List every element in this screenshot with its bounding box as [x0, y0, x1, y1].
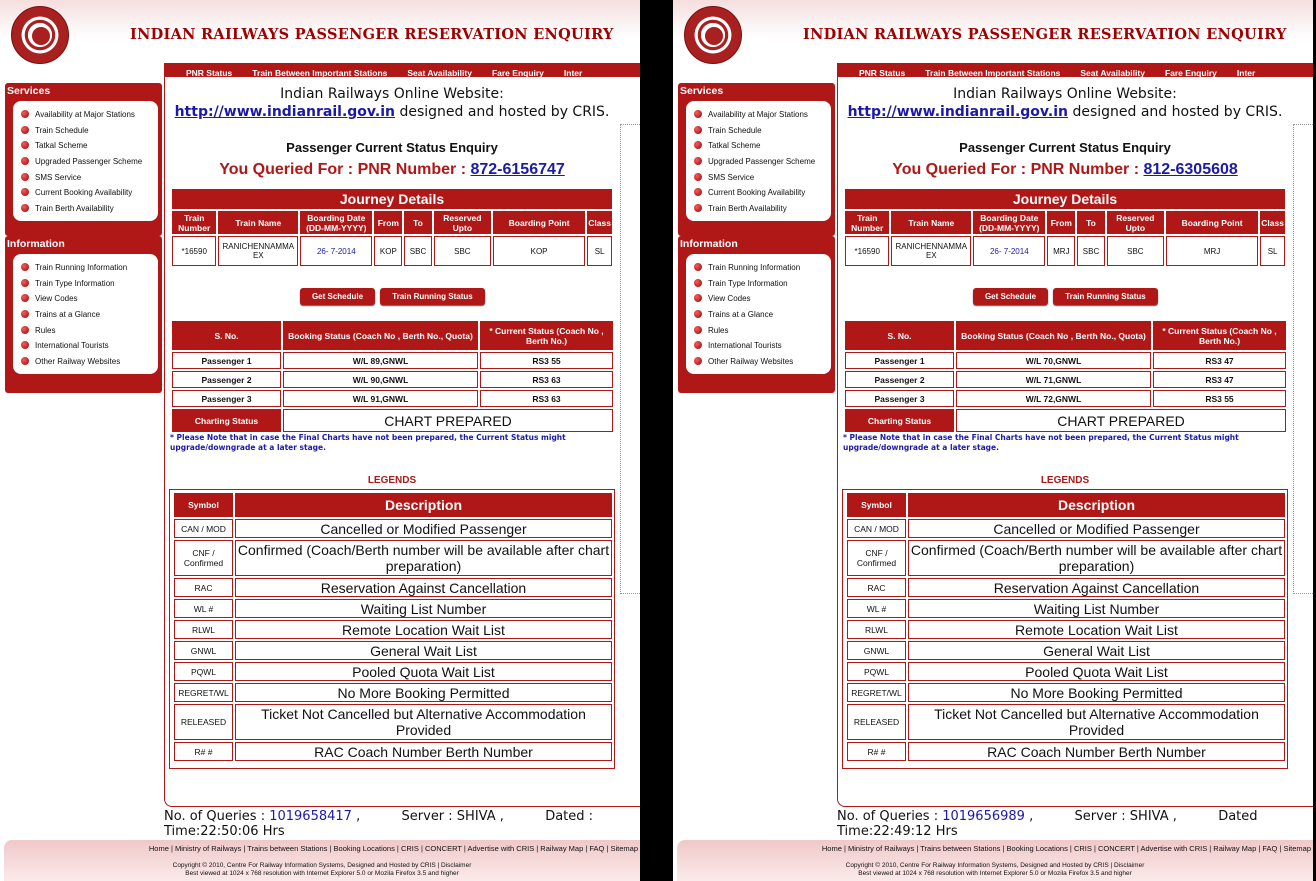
sidebar-item-view-codes[interactable]: View Codes	[21, 291, 158, 307]
top-navigation	[164, 63, 640, 77]
current-status: RS3 63	[480, 390, 613, 407]
status-note: * Please Note that in case the Final Charts have not been prepared, the Current Status might upgrade/downgrade at a later stage.	[843, 433, 1239, 452]
legend-description: Cancelled or Modified Passenger	[235, 519, 612, 538]
copyright: Copyright © 2010, Centre For Railway Information Systems, Designed and Hosted by CRIS | Disclaimer Best viewed at 1024 x 768 resolution with Internet Explorer 5.0 or Mozila Firefox 3.5 and higher	[845, 862, 1145, 877]
enquiry-title: Passenger Current Status Enquiry	[286, 140, 498, 155]
bullet-icon	[694, 110, 702, 118]
journey-details-table	[843, 187, 1287, 268]
bullet-icon	[21, 341, 29, 349]
bullet-icon	[694, 204, 702, 212]
legend-description: Confirmed (Coach/Berth number will be available after chart preparation)	[235, 540, 612, 576]
sidebar-item-view-codes[interactable]: View Codes	[694, 291, 831, 307]
sidebar-item-rules[interactable]: Rules	[21, 323, 158, 339]
to-station: SBC	[1077, 236, 1105, 266]
table-row	[174, 620, 612, 639]
col-train-name: Train Name	[891, 211, 971, 234]
table-row	[174, 578, 612, 597]
information-title: Information	[680, 238, 738, 250]
legend-symbol: REGRET/WL	[847, 683, 906, 702]
bullet-icon	[694, 310, 702, 318]
legend-description: General Wait List	[908, 641, 1285, 660]
queries-count-link[interactable]: 1019658417	[269, 809, 352, 824]
to-station: SBC	[404, 236, 432, 266]
indian-railways-logo-icon[interactable]	[11, 6, 69, 64]
legend-symbol: CNF / Confirmed	[847, 540, 906, 576]
services-menu	[5, 83, 162, 236]
table-row	[172, 371, 613, 388]
indian-railways-logo-icon[interactable]	[684, 6, 742, 64]
information-title: Information	[7, 238, 65, 250]
bullet-icon	[694, 263, 702, 271]
bullet-icon	[21, 263, 29, 271]
legend-symbol: RAC	[174, 578, 233, 597]
legend-symbol: CNF / Confirmed	[174, 540, 233, 576]
information-menu	[5, 236, 162, 393]
nav-pnr-status[interactable]: PNR Status	[186, 68, 233, 77]
status-note: * Please Note that in case the Final Charts have not been prepared, the Current Status might upgrade/downgrade at a later stage.	[170, 433, 566, 452]
train-name: RANICHENNAMMA EX	[891, 236, 971, 266]
table-row	[172, 409, 613, 432]
charting-status-label: Charting Status	[172, 409, 281, 432]
table-row	[847, 704, 1285, 740]
indianrail-link[interactable]: http://www.indianrail.gov.in	[174, 104, 395, 120]
col-booking-status: Booking Status (Coach No , Berth No., Quota)	[283, 321, 478, 350]
col-symbol: Symbol	[847, 493, 906, 517]
passenger-no: Passenger 1	[172, 352, 281, 369]
from-station: KOP	[374, 236, 402, 266]
current-status: RS3 47	[1153, 371, 1286, 388]
bullet-icon	[694, 188, 702, 196]
table-row	[174, 519, 612, 538]
legend-description: RAC Coach Number Berth Number	[235, 742, 612, 761]
current-status: RS3 63	[480, 371, 613, 388]
current-status: RS3 47	[1153, 352, 1286, 369]
table-row	[845, 352, 1286, 369]
boarding-date-link[interactable]: 26- 7-2014	[316, 246, 356, 256]
table-row	[847, 662, 1285, 681]
legend-symbol: RELEASED	[174, 704, 233, 740]
table-row	[172, 236, 612, 266]
bullet-icon	[21, 110, 29, 118]
sidebar-item-berth[interactable]: Train Berth Availability	[694, 201, 831, 217]
services-title: Services	[680, 85, 724, 97]
bullet-icon	[694, 126, 702, 134]
bullet-icon	[21, 173, 29, 181]
bullet-icon	[21, 294, 29, 302]
legend-symbol: RLWL	[174, 620, 233, 639]
legends-table	[172, 491, 614, 763]
sidebar-item-train-schedule[interactable]: Train Schedule	[694, 123, 831, 139]
pnr-number-link[interactable]: 812-6305608	[1143, 161, 1238, 178]
site-title: INDIAN RAILWAYS PASSENGER RESERVATION ENQUIRY	[130, 26, 614, 43]
sidebar-item-rules[interactable]: Rules	[694, 323, 831, 339]
travel-class: SL	[587, 236, 612, 266]
table-row	[845, 390, 1286, 407]
queried-pnr: You Queried For : PNR Number : 872-6156747	[219, 161, 565, 178]
sidebar-item-running-info[interactable]: Train Running Information	[21, 260, 158, 276]
passenger-no: Passenger 3	[845, 390, 954, 407]
sidebar-item-trains-glance[interactable]: Trains at a Glance	[694, 307, 831, 323]
passenger-no: Passenger 1	[845, 352, 954, 369]
current-status: RS3 55	[480, 352, 613, 369]
train-number: *16590	[845, 236, 889, 266]
top-navigation	[837, 63, 1313, 77]
legend-description: RAC Coach Number Berth Number	[908, 742, 1285, 761]
site-footer	[677, 840, 1313, 881]
charting-status-value: CHART PREPARED	[283, 409, 613, 432]
bullet-icon	[694, 341, 702, 349]
bullet-icon	[21, 279, 29, 287]
col-reserved-upto: Reserved Upto	[434, 211, 491, 234]
legend-description: Remote Location Wait List	[908, 620, 1285, 639]
information-menu	[678, 236, 835, 393]
sidebar-item-current-booking[interactable]: Current Booking Availability	[694, 185, 831, 201]
information-list	[686, 254, 831, 374]
col-current-status: * Current Status (Coach No , Berth No.)	[480, 321, 613, 350]
pnr-page-left	[0, 0, 640, 881]
footer-links[interactable]: Home | Ministry of Railways | Trains between Stations | Booking Locations | CRIS | CONCERT | Advertise with CRIS | Railway Map | FAQ | Sitemap	[148, 844, 638, 853]
train-running-status-button[interactable]: Train Running Status	[380, 288, 485, 305]
nav-train-between-stations[interactable]: Train Between Important Stations	[925, 68, 1061, 77]
table-row	[174, 683, 612, 702]
col-boarding-point: Boarding Point	[1166, 211, 1258, 234]
query-info: No. of Queries : 1019658417 , Server : SHIVA , Dated : Time:22:50:06 Hrs	[164, 809, 594, 839]
booking-status: W/L 72,GNWL	[956, 390, 1151, 407]
col-boarding-date: Boarding Date (DD-MM-YYYY)	[973, 211, 1045, 234]
table-row	[172, 390, 613, 407]
journey-caption: Journey Details	[172, 189, 612, 209]
journey-details-table	[170, 187, 614, 268]
col-sno: S. No.	[845, 321, 954, 350]
table-row	[847, 599, 1285, 618]
bullet-icon	[694, 157, 702, 165]
legend-description: Waiting List Number	[235, 599, 612, 618]
col-current-status: * Current Status (Coach No , Berth No.)	[1153, 321, 1286, 350]
legend-symbol: R# #	[847, 742, 906, 761]
legend-symbol: PQWL	[174, 662, 233, 681]
legend-symbol: CAN / MOD	[847, 519, 906, 538]
legend-symbol: RELEASED	[847, 704, 906, 740]
query-time: Time:22:49:12 Hrs	[837, 824, 958, 839]
get-schedule-button[interactable]: Get Schedule	[973, 288, 1048, 305]
legend-description: Waiting List Number	[908, 599, 1285, 618]
table-row	[174, 662, 612, 681]
col-boarding-point: Boarding Point	[493, 211, 585, 234]
col-sno: S. No.	[172, 321, 281, 350]
table-row	[172, 352, 613, 369]
table-row	[845, 236, 1285, 266]
sidebar-item-other-websites[interactable]: Other Railway Websites	[21, 354, 158, 370]
bullet-icon	[694, 357, 702, 365]
indianrail-link[interactable]: http://www.indianrail.gov.in	[847, 104, 1068, 120]
table-row	[174, 742, 612, 761]
legend-symbol: RLWL	[847, 620, 906, 639]
services-list	[686, 101, 831, 221]
nav-train-between-stations[interactable]: Train Between Important Stations	[252, 68, 388, 77]
services-menu	[678, 83, 835, 236]
booking-status-table	[843, 319, 1288, 434]
nav-pnr-status[interactable]: PNR Status	[859, 68, 906, 77]
legend-description: Reservation Against Cancellation	[235, 578, 612, 597]
legend-symbol: RAC	[847, 578, 906, 597]
nav-inter[interactable]: Inter	[1236, 68, 1256, 77]
enquiry-title: Passenger Current Status Enquiry	[959, 140, 1171, 155]
services-title: Services	[7, 85, 51, 97]
bullet-icon	[21, 188, 29, 196]
query-time: Time:22:50:06 Hrs	[164, 824, 285, 839]
bullet-icon	[694, 294, 702, 302]
table-row	[847, 540, 1285, 576]
bullet-icon	[694, 326, 702, 334]
footer-links[interactable]: Home | Ministry of Railways | Trains between Stations | Booking Locations | CRIS | CONCERT | Advertise with CRIS | Railway Map | FAQ | Sitemap	[821, 844, 1311, 853]
pnr-number-link[interactable]: 872-6156747	[470, 161, 565, 178]
sidebar-item-tourists[interactable]: International Tourists	[694, 338, 831, 354]
booking-status: W/L 71,GNWL	[956, 371, 1151, 388]
legends-title: LEGENDS	[1040, 475, 1090, 486]
col-description: Description	[235, 493, 612, 517]
bullet-icon	[21, 141, 29, 149]
travel-class: SL	[1260, 236, 1285, 266]
pnr-page-right	[673, 0, 1313, 881]
sidebar-item-availability[interactable]: Availability at Major Stations	[694, 107, 831, 123]
table-row	[847, 519, 1285, 538]
legend-symbol: R# #	[174, 742, 233, 761]
sidebar-item-berth[interactable]: Train Berth Availability	[21, 201, 158, 217]
sidebar-item-tatkal[interactable]: Tatkal Scheme	[694, 138, 831, 154]
bullet-icon	[21, 204, 29, 212]
legend-description: Ticket Not Cancelled but Alternative Accommodation Provided	[908, 704, 1285, 740]
journey-caption: Journey Details	[845, 189, 1285, 209]
col-class: Class	[587, 211, 612, 234]
bullet-icon	[694, 279, 702, 287]
col-symbol: Symbol	[174, 493, 233, 517]
table-row	[174, 641, 612, 660]
legend-description: Cancelled or Modified Passenger	[908, 519, 1285, 538]
table-row	[174, 704, 612, 740]
welcome-line: Indian Railways Online Website:	[953, 86, 1177, 102]
sidebar-item-running-info[interactable]: Train Running Information	[694, 260, 831, 276]
col-class: Class	[1260, 211, 1285, 234]
col-train-number: Train Number	[845, 211, 889, 234]
charting-status-label: Charting Status	[845, 409, 954, 432]
get-schedule-button[interactable]: Get Schedule	[300, 288, 375, 305]
queried-pnr: You Queried For : PNR Number : 812-6305608	[892, 161, 1238, 178]
nav-seat-availability[interactable]: Seat Availability	[407, 68, 472, 77]
current-status: RS3 55	[1153, 390, 1286, 407]
legend-description: Remote Location Wait List	[235, 620, 612, 639]
dotted-panel	[620, 124, 640, 594]
from-station: MRJ	[1047, 236, 1075, 266]
legend-description: Pooled Quota Wait List	[908, 662, 1285, 681]
bullet-icon	[694, 141, 702, 149]
col-to: To	[404, 211, 432, 234]
sidebar-item-upgraded[interactable]: Upgraded Passenger Scheme	[694, 154, 831, 170]
col-train-name: Train Name	[218, 211, 298, 234]
table-row	[847, 742, 1285, 761]
sidebar-item-sms[interactable]: SMS Service	[694, 170, 831, 186]
sidebar-item-train-type[interactable]: Train Type Information	[21, 276, 158, 292]
nav-inter[interactable]: Inter	[563, 68, 583, 77]
sidebar-item-trains-glance[interactable]: Trains at a Glance	[21, 307, 158, 323]
bullet-icon	[21, 157, 29, 165]
train-name: RANICHENNAMMA EX	[218, 236, 298, 266]
col-reserved-upto: Reserved Upto	[1107, 211, 1164, 234]
site-title: INDIAN RAILWAYS PASSENGER RESERVATION ENQUIRY	[803, 26, 1287, 43]
boarding-date	[973, 236, 1045, 266]
sidebar-item-upgraded[interactable]: Upgraded Passenger Scheme	[21, 154, 158, 170]
legend-description: Ticket Not Cancelled but Alternative Accommodation Provided	[235, 704, 612, 740]
welcome-link-line: http://www.indianrail.gov.in designed and hosted by CRIS.	[174, 104, 610, 120]
table-row	[847, 578, 1285, 597]
table-row	[847, 620, 1285, 639]
legend-symbol: PQWL	[847, 662, 906, 681]
nav-fare-enquiry[interactable]: Fare Enquiry	[491, 68, 544, 77]
booking-status: W/L 91,GNWL	[283, 390, 478, 407]
bullet-icon	[694, 173, 702, 181]
legend-symbol: WL #	[174, 599, 233, 618]
sidebar-item-sms[interactable]: SMS Service	[21, 170, 158, 186]
legend-description: Reservation Against Cancellation	[908, 578, 1285, 597]
boarding-date	[300, 236, 372, 266]
legends-table	[845, 491, 1287, 763]
table-row	[174, 599, 612, 618]
boarding-point: MRJ	[1166, 236, 1258, 266]
legend-symbol: GNWL	[847, 641, 906, 660]
col-boarding-date: Boarding Date (DD-MM-YYYY)	[300, 211, 372, 234]
boarding-date-link[interactable]: 26- 7-2014	[989, 246, 1029, 256]
welcome-line: Indian Railways Online Website:	[280, 86, 504, 102]
information-list	[13, 254, 158, 374]
legend-symbol: CAN / MOD	[174, 519, 233, 538]
site-footer	[4, 840, 640, 881]
passenger-no: Passenger 2	[845, 371, 954, 388]
table-row	[845, 409, 1286, 432]
col-to: To	[1077, 211, 1105, 234]
table-row	[174, 540, 612, 576]
sidebar-item-other-websites[interactable]: Other Railway Websites	[694, 354, 831, 370]
sidebar-item-current-booking[interactable]: Current Booking Availability	[21, 185, 158, 201]
services-list	[13, 101, 158, 221]
train-number: *16590	[172, 236, 216, 266]
bullet-icon	[21, 357, 29, 365]
bullet-icon	[21, 310, 29, 318]
legends-title: LEGENDS	[367, 475, 417, 486]
booking-status: W/L 89,GNWL	[283, 352, 478, 369]
nav-seat-availability[interactable]: Seat Availability	[1080, 68, 1145, 77]
col-booking-status: Booking Status (Coach No , Berth No., Quota)	[956, 321, 1151, 350]
booking-status: W/L 90,GNWL	[283, 371, 478, 388]
legend-symbol: REGRET/WL	[174, 683, 233, 702]
dotted-panel	[1293, 124, 1313, 594]
site-header	[0, 0, 640, 63]
sidebar-item-train-schedule[interactable]: Train Schedule	[21, 123, 158, 139]
bullet-icon	[21, 126, 29, 134]
legend-description: General Wait List	[235, 641, 612, 660]
sidebar-item-tourists[interactable]: International Tourists	[21, 338, 158, 354]
nav-fare-enquiry[interactable]: Fare Enquiry	[1164, 68, 1217, 77]
table-row	[847, 683, 1285, 702]
welcome-link-line: http://www.indianrail.gov.in designed and hosted by CRIS.	[847, 104, 1283, 120]
site-header	[673, 0, 1313, 63]
legend-description: No More Booking Permitted	[908, 683, 1285, 702]
booking-status: W/L 70,GNWL	[956, 352, 1151, 369]
legend-symbol: GNWL	[174, 641, 233, 660]
copyright: Copyright © 2010, Centre For Railway Information Systems, Designed and Hosted by CRIS | Disclaimer Best viewed at 1024 x 768 resolution with Internet Explorer 5.0 or Mozila Firefox 3.5 and higher	[172, 862, 472, 877]
boarding-point: KOP	[493, 236, 585, 266]
sidebar-item-train-type[interactable]: Train Type Information	[694, 276, 831, 292]
legend-description: No More Booking Permitted	[235, 683, 612, 702]
col-description: Description	[908, 493, 1285, 517]
query-info: No. of Queries : 1019656989 , Server : SHIVA , Dated Time:22:49:12 Hrs	[837, 809, 1258, 839]
train-running-status-button[interactable]: Train Running Status	[1053, 288, 1158, 305]
passenger-no: Passenger 3	[172, 390, 281, 407]
booking-status-table	[170, 319, 615, 434]
table-row	[845, 371, 1286, 388]
legend-description: Pooled Quota Wait List	[235, 662, 612, 681]
charting-status-value: CHART PREPARED	[956, 409, 1286, 432]
passenger-no: Passenger 2	[172, 371, 281, 388]
col-from: From	[374, 211, 402, 234]
legend-symbol: WL #	[847, 599, 906, 618]
table-row	[847, 641, 1285, 660]
reserved-upto: SBC	[434, 236, 491, 266]
col-from: From	[1047, 211, 1075, 234]
bullet-icon	[21, 326, 29, 334]
legend-description: Confirmed (Coach/Berth number will be available after chart preparation)	[908, 540, 1285, 576]
col-train-number: Train Number	[172, 211, 216, 234]
sidebar-item-tatkal[interactable]: Tatkal Scheme	[21, 138, 158, 154]
sidebar-item-availability[interactable]: Availability at Major Stations	[21, 107, 158, 123]
reserved-upto: SBC	[1107, 236, 1164, 266]
queries-count-link[interactable]: 1019656989	[942, 809, 1025, 824]
